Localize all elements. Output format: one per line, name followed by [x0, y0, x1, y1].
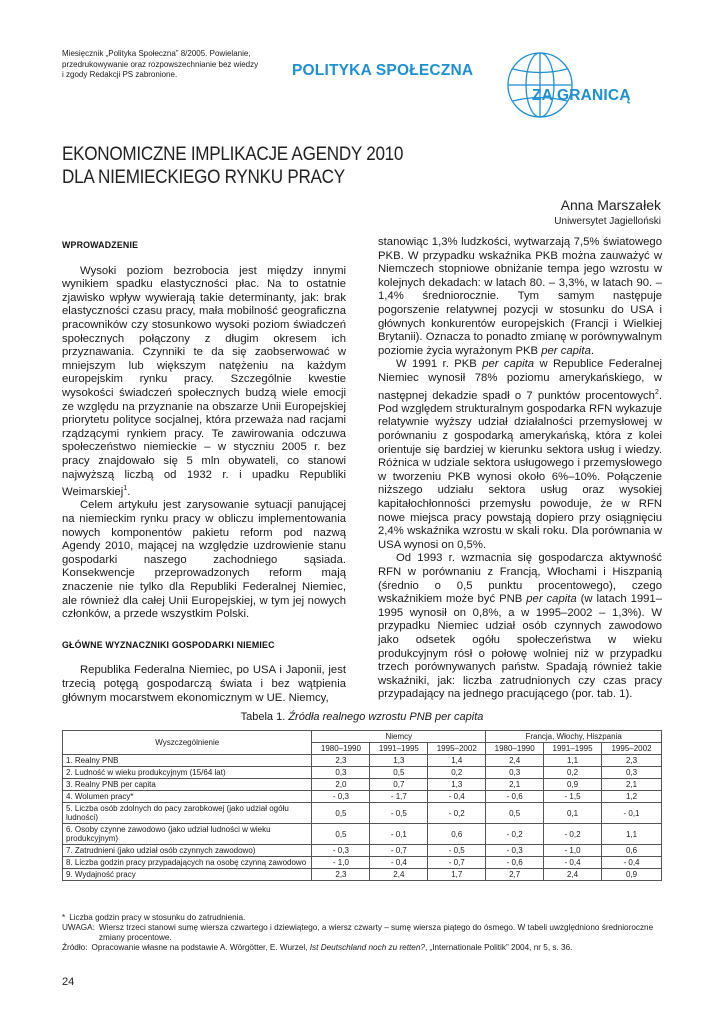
- table-cell: 2,4: [370, 869, 428, 881]
- table-cell: - 0,1: [602, 803, 662, 824]
- table-period-header: 1991–1995: [370, 743, 428, 755]
- table-cell: 0,9: [602, 869, 662, 881]
- paragraph-text: Od 1993 r. wzmacnia się gospodarcza aktywność RFN w porównaniu z Francją, Włochami i Hiszpanią (średnio o 0,5 punktu procentowego), czego wskaźnikiem może być PNB: [378, 552, 662, 606]
- table-cell: - 0,4: [370, 857, 428, 869]
- table-row: [63, 767, 662, 779]
- table-row-label: 3. Realny PNB per capita: [63, 779, 312, 791]
- table-caption-prefix: Tabela 1.: [240, 711, 289, 723]
- paragraph-text: W 1991 r. PKB: [396, 358, 483, 371]
- section-heading-intro: WPROWADZENIE: [62, 240, 139, 250]
- table-cell: - 1,5: [544, 791, 602, 803]
- paragraph-text: . Pod względem strukturalnym gospodarka RFN wykazuje relatywnie wyższy udział działalności przemysłowej w porównaniu z gospodarką amerykańską, która z kolei orientuje się bardziej w kierunku sektora usług i wiedzy. Różnica w udziale sektora usługowego i przemysłowego w tworzeniu PKB wynosi około 6%–10%. Połączenie niższego udziału sektora usług oraz wysokiej kapitałochłonności przemysłu powoduje, że w RFN nowe miejsca pracy powstają dopiero przy osiągnięciu 2,4% wskaźnika wzrostu w skali roku. Dla porównania w USA wynosi on 0,5%.: [378, 389, 662, 551]
- table-row-label: 6. Osoby czynne zawodowo (jako udział ludności w wieku produkcyjnym): [63, 824, 312, 845]
- article-title-line2: DLA NIEMIECKIEGO RYNKU PRACY: [62, 167, 345, 188]
- table-period-header: 1980–1990: [312, 743, 370, 755]
- paragraph-text: (w latach 1991–1995 wynosił on 0,8%, a w 1995–2002 – 1,3%). W przypadku Niemiec udział osób czynnych zawodowo jako odsetek ogółu społeczeństwa w wieku produkcyjnym rósł o połowę wolniej niż w przypadku trzech porównywanych państw. Spadają również takie wskaźniki, jak: liczba zatrudnionych czy czas pracy przypadający na jednego pracującego (por. tab. 1).: [378, 593, 662, 701]
- table-period-header: 1995–2002: [602, 743, 662, 755]
- table-cell: 1,3: [370, 755, 428, 767]
- data-table: [62, 730, 662, 881]
- table-row-label: 7. Zatrudnieni (jako udział osób czynnych zawodowo): [63, 845, 312, 857]
- table-cell: 0,3: [486, 767, 544, 779]
- table-group-header: Niemcy: [312, 731, 486, 743]
- paragraph-italic: per capita: [541, 344, 591, 357]
- table-cell: - 0,5: [370, 803, 428, 824]
- paragraph: [378, 358, 662, 552]
- author-affiliation: Uniwersytet Jagielloński: [554, 216, 661, 227]
- table-cell: 1,1: [602, 824, 662, 845]
- table-cell: 0,5: [312, 803, 370, 824]
- table-row: [63, 845, 662, 857]
- table-cell: - 1,0: [312, 857, 370, 869]
- footnote-key: UWAGA:: [62, 923, 95, 932]
- copyright-note: [62, 49, 302, 81]
- table-row-label: 8. Liczba godzin pracy przypadających na osobę czynną zawodowo: [63, 857, 312, 869]
- table-row-label: 4. Wolumen pracy*: [63, 791, 312, 803]
- paragraph: Republika Federalna Niemiec, po USA i Japonii, jest trzecią potęgą gospodarczą świata i bez wątpienia głównym mocarstwem ekonomicznym w UE. Niemcy,: [62, 664, 346, 704]
- table-cell: 2,3: [602, 755, 662, 767]
- article-title: [62, 143, 494, 189]
- paragraph: [378, 236, 662, 358]
- table-row: [63, 779, 662, 791]
- table-cell: 0,6: [428, 824, 486, 845]
- table-cell: - 0,5: [428, 845, 486, 857]
- footnote-text: Liczba godzin pracy w stosunku do zatrudnienia.: [69, 913, 246, 922]
- footnote: [62, 923, 662, 943]
- table-row-label: 5. Liczba osób zdolnych do pacy zarobkowej (jako udział ogółu ludności): [63, 803, 312, 824]
- paragraph: [62, 265, 346, 500]
- copyright-note-line: Miesięcznik „Polityka Społeczna” 8/2005. Powielanie,: [62, 49, 251, 58]
- paragraph-text: .: [590, 344, 594, 357]
- table-group-header: Francja, Włochy, Hiszpania: [486, 731, 662, 743]
- table-cell: 2,1: [602, 779, 662, 791]
- table-cell: 0,1: [544, 803, 602, 824]
- footnote-ref: 1: [123, 485, 128, 493]
- table-cell: 2,4: [486, 755, 544, 767]
- table-cell: 1,2: [602, 791, 662, 803]
- page-number: 24: [62, 976, 75, 988]
- table-cell: - 0,4: [544, 857, 602, 869]
- table-cell: - 0,4: [428, 791, 486, 803]
- table-cell: 0,5: [486, 803, 544, 824]
- table-cell: - 0,3: [312, 791, 370, 803]
- copyright-note-line: przedrukowywanie oraz rozpowszechnianie bez wiedzy: [62, 59, 259, 69]
- author-block: [554, 197, 661, 227]
- table-header-label: Wyszczególnienie: [63, 731, 312, 755]
- table-cell: - 0,7: [428, 857, 486, 869]
- author-name: Anna Marszałek: [560, 197, 661, 213]
- section-heading-economy: GŁÓWNE WYZNACZNIKI GOSPODARKI NIEMIEC: [62, 639, 275, 650]
- table-row-label: 9. Wydajność pracy: [63, 869, 312, 881]
- paragraph-text: .: [127, 485, 131, 498]
- paragraph-text: stanowiąc 1,3% ludzkości, wytwarzają 7,5% światowego PKB. W przypadku wskaźnika PKB można zauważyć w Niemczech stopniowe obniżanie tempa jego wzrostu w kolejnych dekadach: w latach 80. – 3,3%, w latach 90. – 1,4% średniorocznie. Tym samym następuje pogorszenie relatywnej pozycji w stosunku do USA i głównych konkurentów europejskich (Francji i Wielkiej Brytanii). Oznacza to ponadto zmianę w porównywalnym poziomie życia wyrażonym PKB: [378, 236, 662, 357]
- table-cell: 1,7: [428, 869, 486, 881]
- footnote: [62, 913, 662, 923]
- table-row: [63, 869, 662, 881]
- copyright-note-line: i zgody Redakcji PS zabronione.: [62, 70, 178, 79]
- table-cell: 2,3: [312, 755, 370, 767]
- paragraph-italic: per capita: [526, 593, 577, 606]
- table-cell: 0,6: [602, 845, 662, 857]
- paragraph-text: w Republice Federalnej Niemiec wynosił 78% poziomu amerykańskiego, w następnej dekadzie spadł o 7 punktów procentowych: [378, 358, 662, 402]
- table-caption: [0, 711, 724, 723]
- table-cell: 1,3: [428, 779, 486, 791]
- footnote-text-italic: Ist Deutschland noch zu retten?: [309, 943, 425, 952]
- table-row: [63, 857, 662, 869]
- table-cell: 1,1: [544, 755, 602, 767]
- table-row-label: 1. Realny PNB: [63, 755, 312, 767]
- article-title-line1: EKONOMICZNE IMPLIKACJE AGENDY 2010: [62, 144, 404, 165]
- footnote-key: Źródło:: [62, 943, 88, 952]
- logo-title-line2: ZA GRANICĄ: [532, 87, 631, 104]
- table-row: [63, 803, 662, 824]
- table-cell: - 0,7: [370, 845, 428, 857]
- table-cell: 0,5: [370, 767, 428, 779]
- table-cell: 2,1: [486, 779, 544, 791]
- table-caption-title: Źródła realnego wzrostu PNB per capita: [288, 711, 484, 723]
- table-period-header: 1991–1995: [544, 743, 602, 755]
- left-column: [62, 233, 346, 705]
- table-cell: 0,2: [428, 767, 486, 779]
- table-cell: 2,4: [544, 869, 602, 881]
- table-period-header: 1980–1990: [486, 743, 544, 755]
- paragraph-text: Wysoki poziom bezrobocia jest między innymi wynikiem spadku elastyczności płac. Na to ostatnie zjawisko wpływ wywierają takie determinanty, jak: brak elastyczności czasu pracy, mała mobilność geograficzna pracowników czy stosunkowo wysoki poziom świadczeń społecznych połączony z długim okresem ich przyznawania. Czynniki te da się zaobserwować w mniejszym lub większym natężeniu na każdym europejskim rynku pracy. Szczególnie kwestie wysokości świadczeń społecznych budzą wiele emocji ze względu na przyznanie na obszarze Unii Europejskiej priorytetu polityce socjalnej, która przeważa nad racjami rządzącymi rynkiem pracy. Te zawirowania odczuwa społeczeństwo niemieckie – w styczniu 2005 r. bez pracy znajdowało się 5 mln obywateli, co stanowi najwyższą liczbą od 1932 r. i upadku Republiki Weimarskiej: [62, 264, 346, 498]
- table-cell: 1,4: [428, 755, 486, 767]
- table-cell: 2,3: [312, 869, 370, 881]
- footnote-text-part: Opracowanie własne na podstawie A. Wörgötter, E. Wurzel,: [91, 943, 310, 952]
- table-cell: - 0,4: [602, 857, 662, 869]
- journal-logo: [292, 52, 664, 122]
- table-cell: 2,7: [486, 869, 544, 881]
- table-cell: 0,2: [544, 767, 602, 779]
- right-column: [378, 236, 662, 702]
- table-cell: - 0,3: [486, 845, 544, 857]
- footnotes: [62, 913, 662, 953]
- footnote-text: [91, 943, 662, 953]
- paragraph: [378, 552, 662, 702]
- footnote-text-part: , „Internationale Politik” 2004, nr 5, s. 36.: [424, 943, 573, 952]
- table-period-header: 1995–2002: [428, 743, 486, 755]
- table-cell: - 1,7: [370, 791, 428, 803]
- table-cell: - 0,6: [486, 791, 544, 803]
- table-cell: 0,5: [312, 824, 370, 845]
- table-row-label: 2. Ludność w wieku produkcyjnym (15/64 lat): [63, 767, 312, 779]
- footnote-key: *: [62, 913, 66, 922]
- table-cell: 0,7: [370, 779, 428, 791]
- table-body: [63, 755, 662, 881]
- table-cell: 0,9: [544, 779, 602, 791]
- table-cell: - 0,2: [428, 803, 486, 824]
- table-cell: - 0,2: [544, 824, 602, 845]
- footnote-ref: 2: [654, 388, 659, 396]
- paragraph-italic: per capita: [482, 358, 535, 371]
- table-cell: 2,0: [312, 779, 370, 791]
- table-row: [63, 791, 662, 803]
- paragraph: Celem artykułu jest zarysowanie sytuacji panującej na niemieckim rynku pracy w obliczu implementowania nowych komponentów pakietu reform pod nazwą Agendy 2010, mającej na względzie uzdrowienie stanu gospodarki naszego zachodniego sąsiada. Konsekwencje przeprowadzonych reform mają znaczenie nie tylko dla Republiki Federalnej Niemiec, ale również dla całej Unii Europejskiej, w tym jej nowych członków, a przede wszystkim Polski.: [62, 499, 346, 621]
- table-cell: - 0,1: [370, 824, 428, 845]
- table-cell: 0,3: [312, 767, 370, 779]
- table-cell: - 0,2: [486, 824, 544, 845]
- logo-title-line1: POLITYKA SPOŁECZNA: [292, 62, 474, 79]
- table-cell: - 0,3: [312, 845, 370, 857]
- table-cell: - 0,6: [486, 857, 544, 869]
- table-row: [63, 755, 662, 767]
- footnote-text: Wiersz trzeci stanowi sumę wiersza czwartego i dziewiątego, a wiersz czwarty – sumę wiersza piątego do ósmego. W tabeli uwzględniono średnioroczne zmiany procentowe.: [98, 923, 654, 942]
- table-cell: - 1,0: [544, 845, 602, 857]
- table-cell: 0,3: [602, 767, 662, 779]
- table-row: [63, 824, 662, 845]
- footnote: [62, 943, 662, 953]
